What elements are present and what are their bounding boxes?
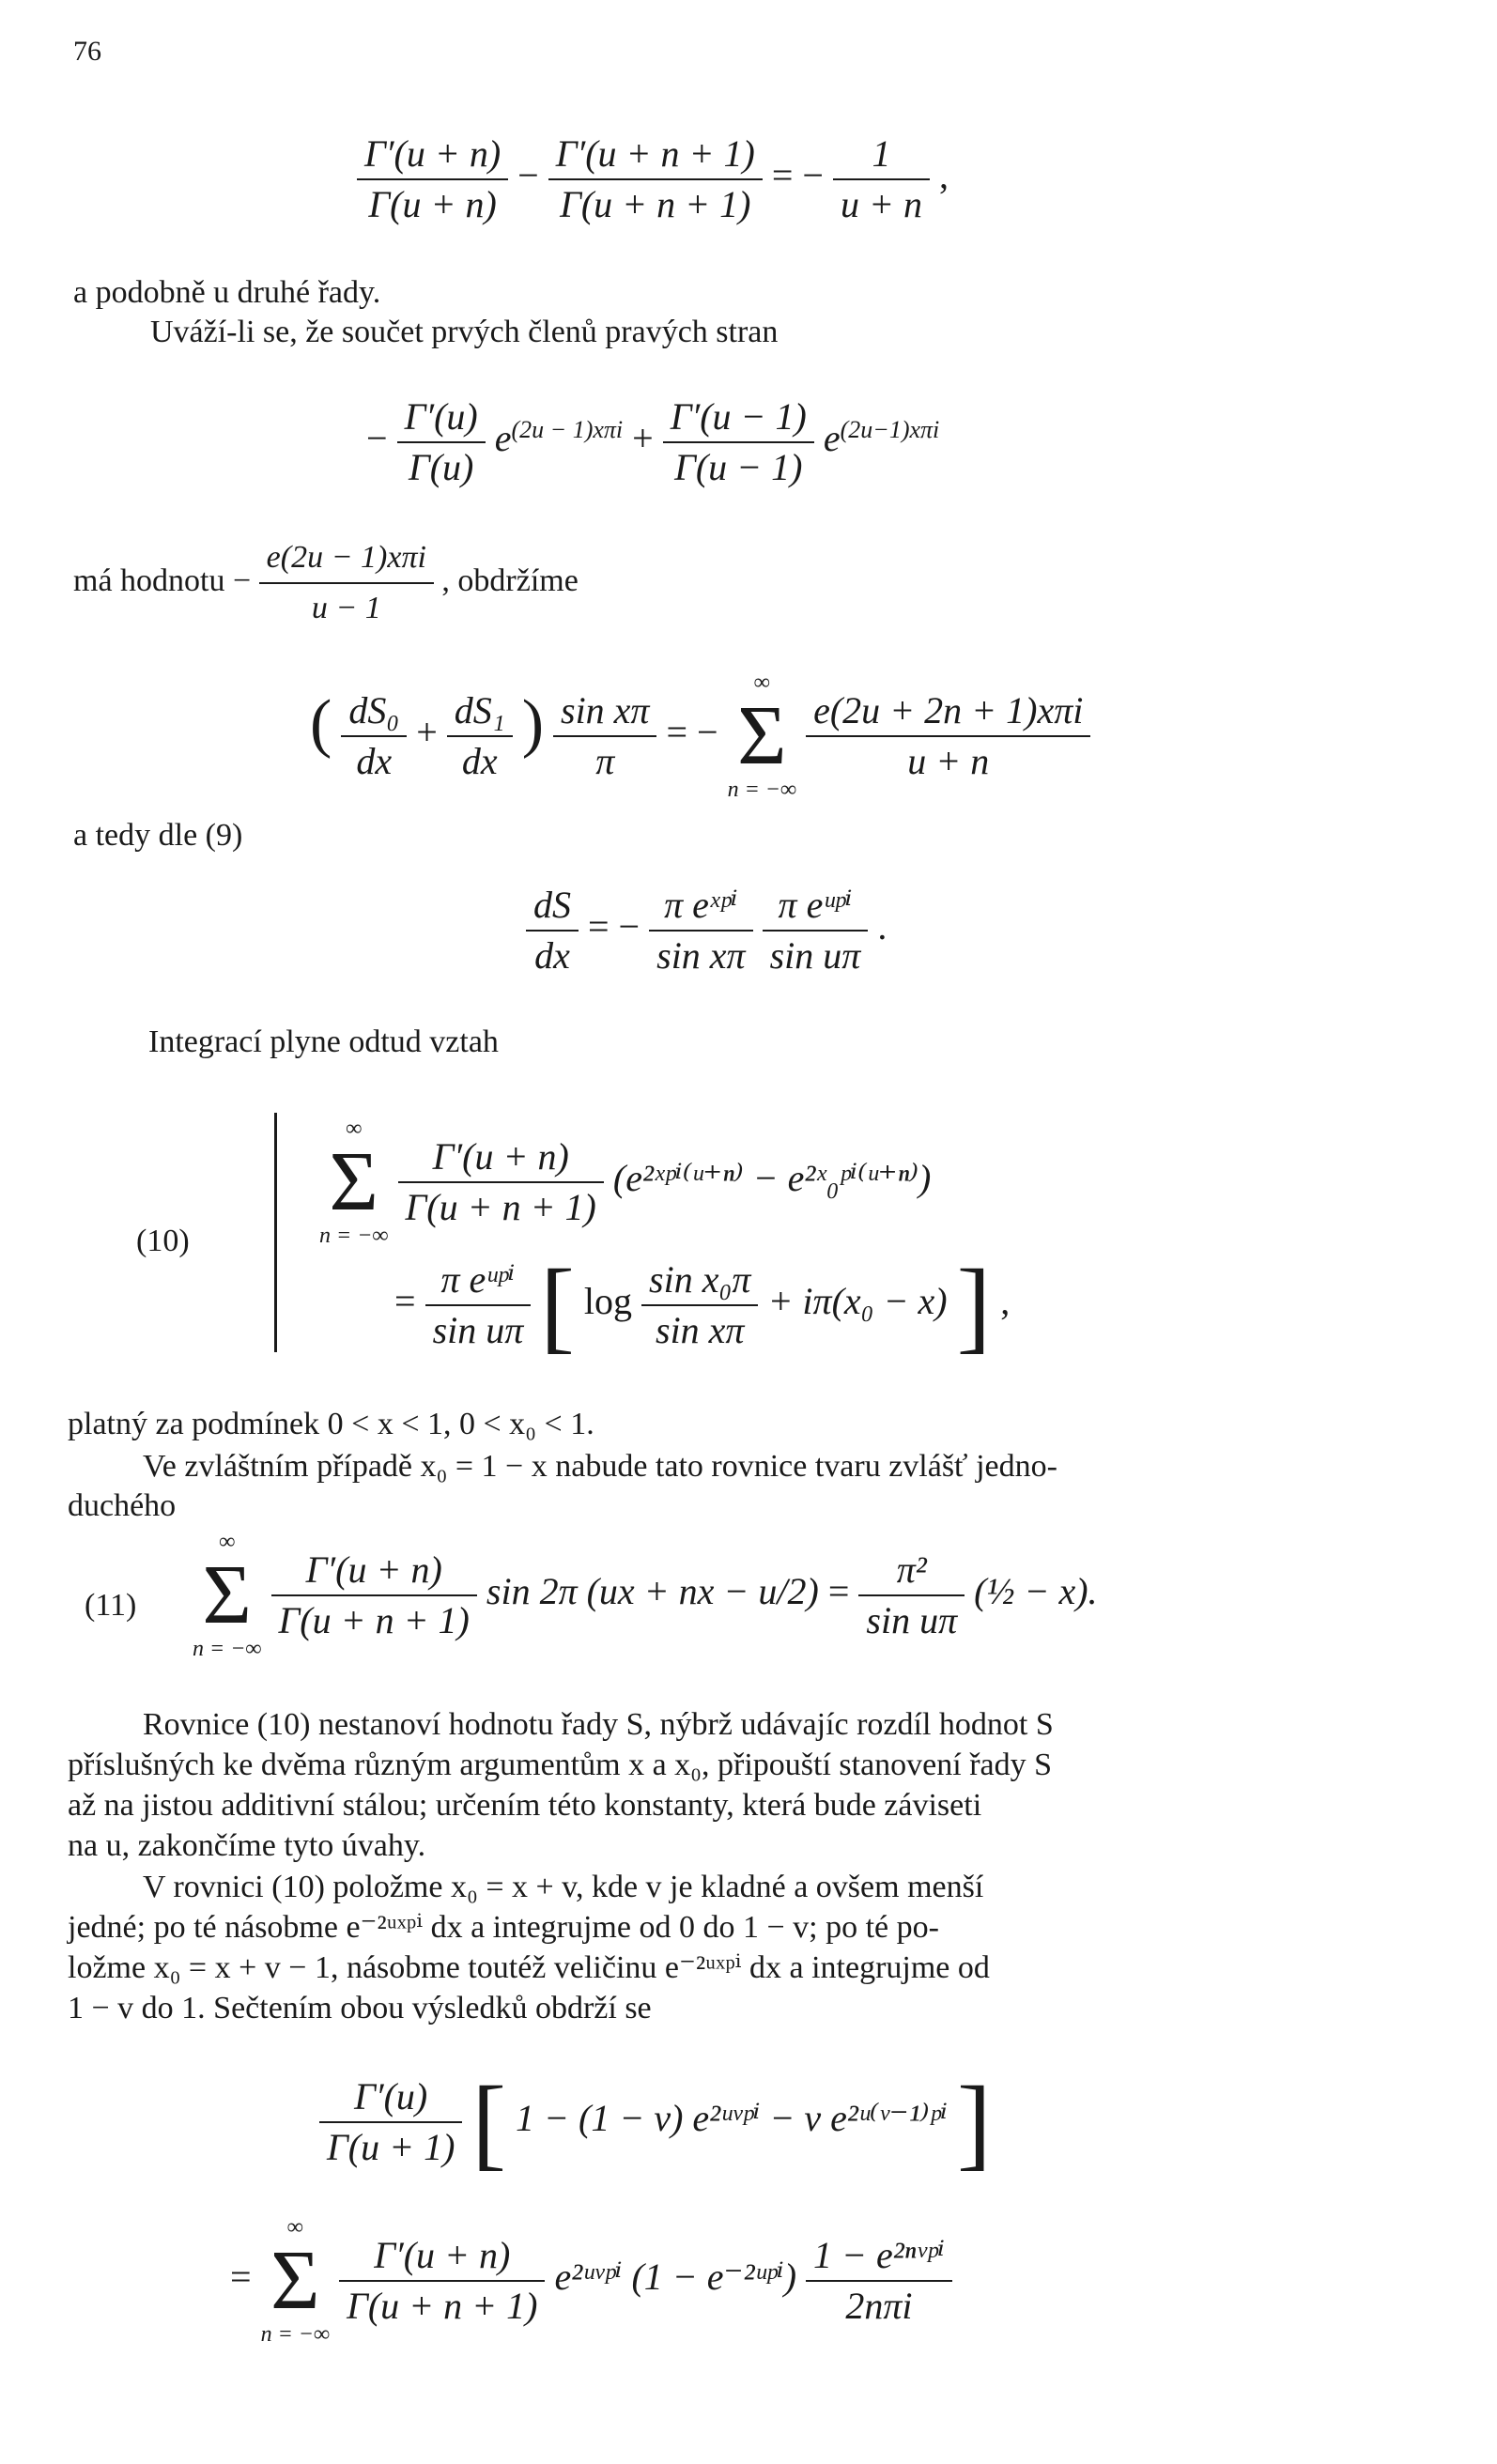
paragraph-7a: Ve zvláštním případě x₀ = 1 − x nabude tato rovnice tvaru zvlášť jedno- [143,1449,1057,1484]
equation-12: $\frac{\Gamma'(u)}{\Gamma(u + 1)}$ [ 1 − (1 − v) e²ᵘᵛᵖⁱ − v e²ᵘ⁽ᵛ⁻¹⁾ᵖⁱ ] [319,2071,992,2174]
paragraph-6: platný za podmínek 0 < x < 1, 0 < x₀ < 1. [68,1407,594,1441]
eq1-fraction-2: $\frac{\Gamma'(u + n + 1)}{\Gamma(u + n + 1)}$ [548,131,763,227]
equation-4: $\frac{dS}{dx}$ = − $\frac{\text{π eˣᵖⁱ}}{\text{sin xπ}}$ $\frac{\text{π eᵘᵖⁱ}}{\text{sin uπ}}$ . [526,883,887,978]
eq10-brace [274,1113,277,1352]
equation-1: $\frac{\Gamma'(u + n)}{\Gamma(u + n)}$ − $\frac{\Gamma'(u + n + 1)}{\Gamma(u + n + 1)}$ = − $\frac{1}{u + n}$ , [357,131,949,227]
paragraph-8b: příslušných ke dvěma různým argumentům x a x₀, připouští stanovení řady S [68,1748,1053,1782]
eq10-label: (10) [136,1224,190,1258]
equation-3: ( $\frac{\text{dS₀}}{dx}$ + $\frac{\text{dS₁}}{dx}$ ) $\frac{\text{sin xπ}}{\pi}$ = − ∞ Σ n = −∞ $\frac{\text{e(2u + 2n + 1)xπi}}{u + n}$ [310,671,1090,801]
paragraph-7b: duchého [68,1488,177,1523]
paragraph-9d: 1 − v do 1. Sečtením obou výsledků obdrží se [68,1991,652,2025]
equation-13: = ∞ Σ n = −∞ $\frac{\Gamma'(u + n)}{\Gamma(u + n + 1)}$ e²ᵘᵛᵖⁱ (1 − e⁻²ᵘᵖⁱ) $\frac{\text{1 − e²ⁿᵛᵖⁱ}}{\text{2nπi}}$ [230,2216,952,2346]
page-number: 76 [73,36,101,67]
eq11-sum: ∞ Σ n = −∞ [193,1530,262,1661]
equation-10-line-1: ∞ Σ n = −∞ $\frac{\Gamma'(u + n)}{\Gamma(u + n + 1)}$ (e²ˣᵖⁱ⁽ᵘ⁺ⁿ⁾ − e²ˣ₀ᵖⁱ⁽ᵘ⁺ⁿ⁾) [319,1116,932,1248]
paragraph-4: a tedy dle (9) [73,818,243,853]
equation-11: ∞ Σ n = −∞ $\frac{\Gamma'(u + n)}{\Gamma(u + n + 1)}$ sin 2π (ux + nx − u/2) = $\frac{\text{π²}}{\text{sin uπ}}$ (½ − x). [193,1530,1098,1661]
eq13-sum: ∞ Σ n = −∞ [260,2215,331,2347]
paragraph-1: a podobně u druhé řady. [73,275,381,310]
paragraph-8d: na u, zakončíme tyto úvahy. [68,1828,426,1863]
p3-fraction: $\frac{\text{e(2u − 1)xπi}}{u - 1}$ [259,535,434,631]
eq1-fraction-1: $\frac{\Gamma'(u + n)}{\Gamma(u + n)}$ [357,131,508,227]
eq10-sum: ∞ Σ n = −∞ [319,1116,389,1248]
paragraph-8a: Rovnice (10) nestanoví hodnotu řady S, nýbrž udávajíc rozdíl hodnot S [143,1707,1054,1742]
paragraph-2: Uváží-li se, že součet prvých členů pravých stran [150,315,779,349]
paragraph-9a: V rovnici (10) položme x₀ = x + v, kde v je kladné a ovšem menší [143,1870,984,1904]
eq2-fraction-2: $\frac{\Gamma'(u - 1)}{\Gamma(u - 1)}$ [663,394,814,490]
paragraph-9c: ložme x₀ = x + v − 1, násobme toutéž veličinu e⁻²ᵘˣᵖⁱ dx a integrujme od [68,1950,990,1985]
eq1-fraction-3: $\frac{1}{u + n}$ [833,131,930,227]
paragraph-5: Integrací plyne odtud vztah [148,1024,499,1059]
paragraph-9b: jedné; po té násobme e⁻²ᵘˣᵖⁱ dx a integrujme od 0 do 1 − v; po té po- [68,1910,939,1945]
paragraph-3: má hodnotu − $\frac{\text{e(2u − 1)xπi}}{u - 1}$ , obdržíme [73,535,579,631]
eq2-fraction-1: $\frac{\Gamma'(u)}{\Gamma(u)}$ [397,394,486,490]
paragraph-8c: až na jistou additivní stálou; určením této konstanty, která bude záviseti [68,1788,982,1823]
equation-10-line-2: = $\frac{\text{π eᵘᵖⁱ}}{\text{sin uπ}}$ [ log $\frac{\text{sin x₀π}}{\text{sin xπ}}$ + iπ(x₀ − x) ] , [394,1248,1011,1363]
equation-2: − $\frac{\Gamma'(u)}{\Gamma(u)}$ $e^{(2u - 1)x\pi i}$ + $\frac{\Gamma'(u - 1)}{\Gamma(u - 1)}$ $e^{(2u-1)x\pi i}$ [366,395,940,488]
eq11-label: (11) [85,1588,137,1623]
eq3-sum: ∞ Σ n = −∞ [727,670,797,802]
